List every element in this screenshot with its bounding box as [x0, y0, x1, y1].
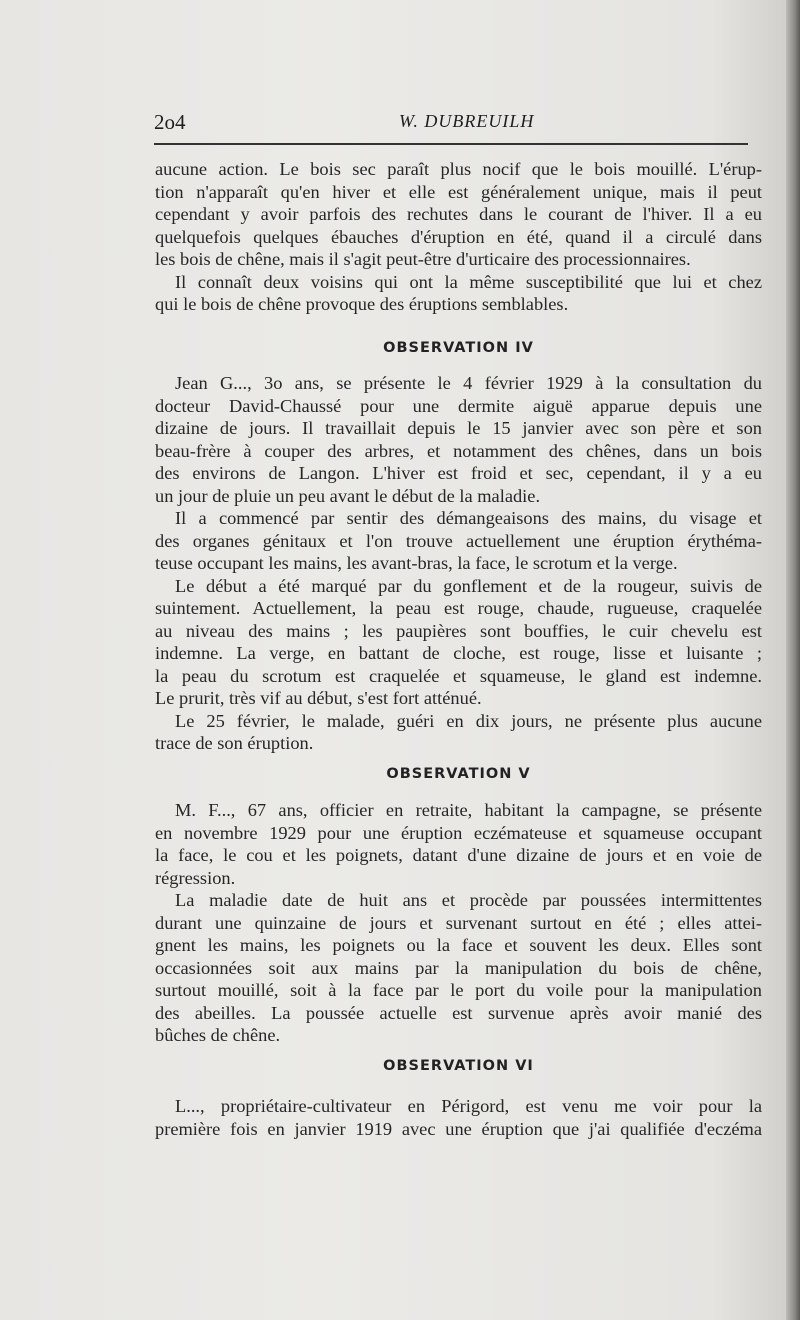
- text-line: la face, le cou et les poignets, datant d'une dizaine de jours et en voie de: [155, 845, 762, 865]
- heading-observation-iv: OBSERVATION IV: [383, 340, 534, 356]
- text-line: tion n'apparaît qu'en hiver et elle est généralement unique, mais il peut: [155, 181, 762, 202]
- text-line: M. F..., 67 ans, officier en retraite, habitant la campagne, se présente: [175, 800, 762, 820]
- text-line: occasionnées soit aux mains par la manipulation du bois de chêne,: [155, 957, 762, 978]
- text-line: les bois de chêne, mais il s'agit peut-être d'urticaire des processionnaires.: [155, 249, 691, 269]
- text-line: gnent les mains, les poignets ou la face et souvent les deux. Elles sont: [155, 935, 762, 955]
- text-line: L..., propriétaire-cultivateur en Périgord, est venu me voir pour la: [175, 1096, 762, 1116]
- text-line: des abeilles. La poussée actuelle est survenue après avoir manié des: [155, 1002, 762, 1023]
- text-line: Jean G..., 3o ans, se présente le 4 février 1929 à la consultation du: [175, 373, 762, 393]
- paragraph-continuation: [155, 158, 762, 316]
- text-line: dizaine de jours. Il travaillait depuis le 15 janvier avec son père et son: [155, 418, 762, 438]
- text-line: Il connaît deux voisins qui ont la même susceptibilité que lui et chez: [175, 271, 762, 292]
- text-line: La maladie date de huit ans et procède par poussées intermittentes: [175, 890, 762, 910]
- text-line: un jour de pluie un peu avant le début de la maladie.: [155, 485, 541, 506]
- text-line: quelquefois quelques ébauches d'éruption en été, quand il a circulé dans: [155, 226, 762, 247]
- text-line: Le prurit, très vif au début, s'est fort atténué.: [155, 688, 482, 708]
- text-line: aucune action. Le bois sec paraît plus nocif que le bois mouillé. L'érup-: [155, 159, 762, 179]
- page-header: [154, 110, 748, 140]
- text-line: beau-frère à couper des arbres, et notamment des chênes, dans un bois: [155, 440, 762, 461]
- text-line: Le début a été marqué par du gonflement et de la rougeur, suivis de: [175, 575, 762, 596]
- text-line: des environs de Langon. L'hiver est froid et sec, cependant, il y a eu: [155, 463, 762, 483]
- text-line: teuse occupant les mains, les avant-bras, la face, le scrotum et la verge.: [155, 553, 678, 573]
- text-line: trace de son éruption.: [155, 733, 314, 753]
- heading-observation-v: OBSERVATION V: [386, 766, 531, 782]
- page-number: 2o4: [154, 110, 186, 134]
- text-line: qui le bois de chêne provoque des éruptions semblables.: [155, 294, 569, 314]
- text-line: régression.: [155, 867, 236, 888]
- text-line: cependant y avoir parfois des rechutes dans le courant de l'hiver. Il a eu: [155, 204, 762, 224]
- text-line: au niveau des mains ; les paupières sont bouffies, le cuir chevelu est: [155, 620, 762, 641]
- text-line: Le 25 février, le malade, guéri en dix jours, ne présente plus aucune: [175, 710, 762, 731]
- observation-iv-text: [155, 372, 762, 755]
- header-rule: [154, 143, 748, 145]
- text-line: Il a commencé par sentir des démangeaisons des mains, du visage et: [175, 508, 762, 528]
- text-line: la peau du scrotum est craquelée et squameuse, le gland est indemne.: [155, 665, 762, 686]
- text-line: en novembre 1929 pour une éruption eczémateuse et squameuse occupant: [155, 822, 762, 843]
- observation-v-text: [155, 799, 762, 1047]
- text-line: bûches de chêne.: [155, 1025, 281, 1045]
- text-line: durant une quinzaine de jours et survenant surtout en été ; elles attei-: [155, 912, 762, 933]
- observation-vi-text: [155, 1095, 762, 1140]
- text-line: docteur David-Chaussé pour une dermite aiguë apparue depuis une: [155, 395, 762, 416]
- text-line: suintement. Actuellement, la peau est rouge, chaude, rugueuse, craquelée: [155, 598, 762, 618]
- text-line: surtout mouillé, soit à la face par le port du voile pour la manipulation: [155, 980, 762, 1000]
- page-edge-shadow: [786, 0, 800, 1320]
- heading-observation-vi: OBSERVATION VI: [383, 1058, 534, 1074]
- text-line: première fois en janvier 1919 avec une éruption que j'ai qualifiée d'eczéma: [155, 1118, 762, 1139]
- text-line: des organes génitaux et l'on trouve actuellement une éruption érythéma-: [155, 530, 762, 551]
- running-head: W. DUBREUILH: [399, 111, 535, 131]
- text-line: indemne. La verge, en battant de cloche, est rouge, lisse et luisante ;: [155, 643, 762, 663]
